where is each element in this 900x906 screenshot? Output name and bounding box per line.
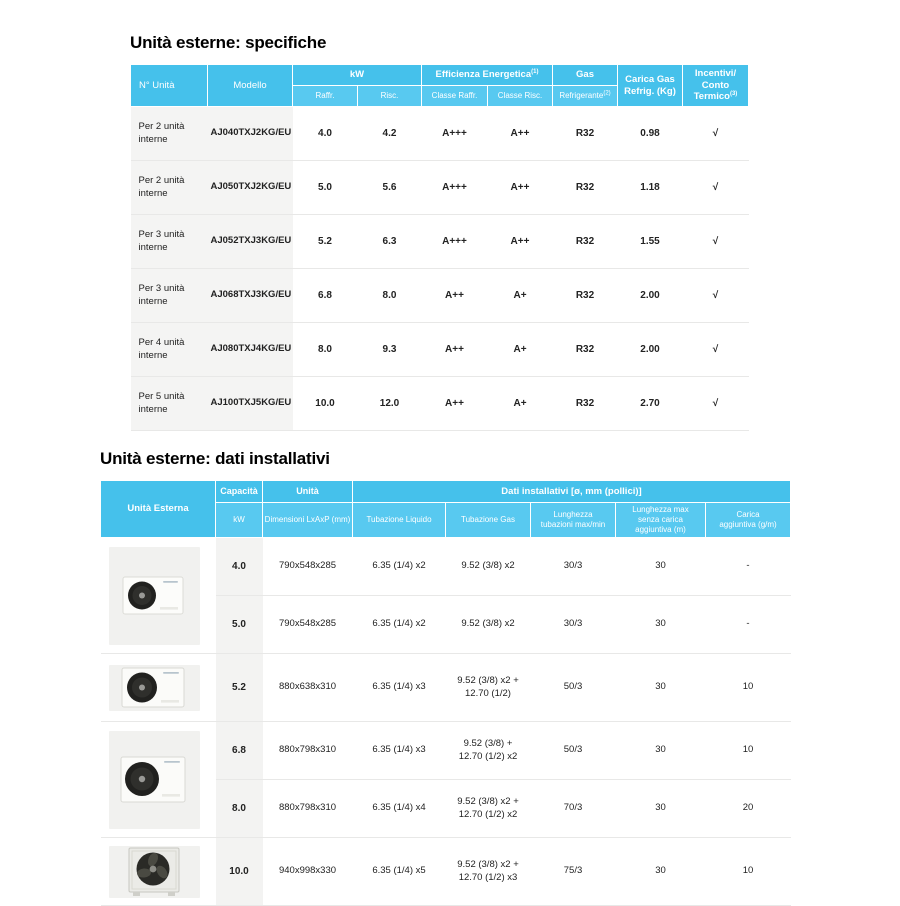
- header-incentivi: [683, 65, 749, 107]
- header-carica-line1: Carica Gas: [625, 73, 675, 85]
- cell-lunghezza-senza-carica: 30: [616, 654, 706, 722]
- cell-tubazione-liquido: 6.35 (1/4) x3: [353, 722, 446, 780]
- subheader-tubazione-liquido: Tubazione Liquido: [353, 503, 446, 538]
- outdoor-unit-small-icon: [122, 573, 186, 619]
- outdoor-unit-medium-photo: [109, 665, 200, 711]
- cell-lunghezza-senza-carica: 30: [655, 560, 666, 572]
- cell-carica-aggiuntiva: 10: [706, 838, 791, 906]
- cell-classe-raff: A+++: [422, 161, 488, 215]
- cell-refrigerante: R32: [553, 215, 618, 269]
- cell-dimensioni: 880x638x310: [263, 654, 353, 722]
- cell-kw-raff: 5.0: [293, 161, 358, 215]
- cell-tubazione-liquido: 6.35 (1/4) x4: [353, 780, 446, 838]
- cell-carica-aggiuntiva: 10: [706, 654, 791, 722]
- header-modello: Modello: [208, 65, 293, 107]
- outdoor-unit-photo-cell: [101, 838, 216, 906]
- cell-n-unita: Per 2 unità interne: [131, 107, 208, 161]
- cell-classe-risc: A++: [488, 215, 553, 269]
- cell-lunghezza-max-min: 75/3: [531, 838, 616, 906]
- header-gas: Gas: [553, 65, 618, 86]
- cell-carica-aggiuntiva: -: [746, 560, 750, 572]
- cell-lunghezza-senza-carica: 30: [616, 596, 706, 654]
- install-row: [101, 538, 791, 596]
- cell-modello: AJ068TXJ3KG/EU: [208, 269, 293, 323]
- subheader-carica-aggiuntiva: Carica aggiuntiva (g/m): [706, 503, 791, 538]
- outdoor-unit-medium-icon: [121, 665, 187, 711]
- install-table: [100, 480, 791, 906]
- cell-classe-raff: A+++: [442, 127, 467, 139]
- outdoor-unit-small-photo: [109, 547, 200, 645]
- cell-kw-risc: 6.3: [358, 215, 422, 269]
- cell-classe-risc: A++: [510, 127, 530, 139]
- section-dati-installativi: [100, 449, 790, 906]
- refrigerante-label: Refrigerante: [559, 91, 604, 100]
- cell-refrigerante: R32: [553, 377, 618, 431]
- cell-classe-raff: A+++: [422, 215, 488, 269]
- cell-n-unita: Per 2 unità interne: [131, 161, 208, 215]
- cell-carica-aggiuntiva: 20: [706, 780, 791, 838]
- cell-modello: AJ040TXJ2KG/EU: [208, 107, 293, 161]
- section-specifiche: [130, 33, 748, 431]
- cell-tubazione-gas: 9.52 (3/8) x2 + 12.70 (1/2) x3: [446, 838, 531, 906]
- header-carica-line2: Refrig. (Kg): [624, 85, 676, 97]
- cell-carica-aggiuntiva: 10: [706, 722, 791, 780]
- footnote-marker-2: (2): [603, 90, 611, 97]
- cell-lunghezza-max-min: 50/3: [531, 722, 616, 780]
- cell-incentivi-check: √: [683, 323, 749, 377]
- cell-kw-raff: 6.8: [293, 269, 358, 323]
- cell-kw-risc: 8.0: [358, 269, 422, 323]
- cell-capacita: 5.2: [216, 654, 263, 722]
- subheader-raff: Raffr.: [293, 86, 358, 107]
- cell-classe-risc: A+: [488, 269, 553, 323]
- header-dati-installativi-group: Dati installativi [ø, mm (pollici)]: [353, 481, 791, 503]
- cell-capacita: 8.0: [216, 780, 263, 838]
- header-kw: kW: [293, 65, 422, 86]
- install-row: [101, 838, 791, 906]
- cell-tubazione-gas: 9.52 (3/8) x2: [461, 560, 515, 572]
- install-row: [101, 654, 791, 722]
- cell-incentivi-check: √: [712, 127, 719, 139]
- header-incentivi-line2-wrap: [685, 80, 746, 104]
- cell-incentivi-check: √: [683, 377, 749, 431]
- cell-dimensioni: 790x548x285: [278, 560, 337, 572]
- cell-modello: AJ050TXJ2KG/EU: [208, 161, 293, 215]
- cell-capacita: 6.8: [216, 722, 263, 780]
- header-unita: Unità: [263, 481, 353, 503]
- footnote-marker-3: (3): [729, 91, 738, 98]
- cell-incentivi-check: √: [683, 269, 749, 323]
- cell-kw-raff: 4.0: [318, 127, 332, 139]
- cell-carica-aggiuntiva: -: [706, 596, 791, 654]
- subheader-tubazione-gas: Tubazione Gas: [446, 503, 531, 538]
- cell-classe-raff: A++: [422, 269, 488, 323]
- cell-kw-risc: 12.0: [358, 377, 422, 431]
- section-title-dati-installativi: Unità esterne: dati installativi: [100, 449, 330, 468]
- cell-dimensioni: 880x798x310: [263, 780, 353, 838]
- header-n-unita: N° Unità: [131, 65, 208, 107]
- outdoor-unit-photo-cell: [101, 654, 216, 722]
- cell-classe-risc: A+: [488, 323, 553, 377]
- cell-tubazione-gas: 9.52 (3/8) x2 + 12.70 (1/2) x2: [446, 780, 531, 838]
- subheader-lunghezza-tubazioni: Lunghezza tubazioni max/min: [531, 503, 616, 538]
- cell-carica-gas: 0.98: [640, 127, 660, 139]
- cell-kw-raff: 5.2: [293, 215, 358, 269]
- cell-lunghezza-max-min: 70/3: [531, 780, 616, 838]
- cell-modello: AJ080TXJ4KG/EU: [208, 323, 293, 377]
- cell-kw-raff: 8.0: [293, 323, 358, 377]
- cell-n-unita: Per 4 unità interne: [131, 323, 208, 377]
- outdoor-unit-xl-photo: [109, 846, 200, 898]
- subheader-classe-raff: Classe Raffr.: [422, 86, 488, 107]
- cell-carica-gas: 1.55: [618, 215, 683, 269]
- cell-kw-risc: 5.6: [358, 161, 422, 215]
- subheader-lunghezza-max: Lunghezza max senza carica aggiuntiva (m): [616, 503, 706, 538]
- outdoor-unit-photo-cell: [101, 722, 216, 838]
- cell-modello: AJ100TXJ5KG/EU: [208, 377, 293, 431]
- section-title-specifiche: Unità esterne: specifiche: [130, 33, 327, 52]
- cell-refrigerante: R32: [553, 323, 618, 377]
- subheader-refrigerante: [553, 86, 618, 107]
- cell-refrigerante: R32: [553, 269, 618, 323]
- subheader-dimensioni: Dimensioni LxAxP (mm): [263, 503, 353, 538]
- header-incentivi-line1: Incentivi/: [694, 67, 737, 79]
- cell-lunghezza-max-min: 30/3: [563, 560, 583, 572]
- cell-carica-gas: 2.00: [618, 323, 683, 377]
- outdoor-unit-photo-cell: [101, 538, 216, 654]
- outdoor-unit-large-icon: [120, 754, 188, 806]
- spec-row: [131, 269, 749, 323]
- cell-lunghezza-senza-carica: 30: [616, 722, 706, 780]
- header-efficienza-label: Efficienza Energetica: [435, 69, 532, 81]
- cell-classe-raff: A++: [422, 323, 488, 377]
- footnote-marker-1: (1): [531, 68, 539, 75]
- cell-kw-risc: 9.3: [358, 323, 422, 377]
- spec-row: [131, 323, 749, 377]
- cell-capacita: 5.0: [216, 596, 263, 654]
- cell-refrigerante: R32: [575, 127, 595, 139]
- cell-classe-risc: A+: [488, 377, 553, 431]
- header-unita-esterna: Unità Esterna: [101, 481, 216, 538]
- spec-row: [131, 377, 749, 431]
- cell-modello: AJ052TXJ3KG/EU: [208, 215, 293, 269]
- subheader-kw: kW: [216, 503, 263, 538]
- spec-row: [131, 215, 749, 269]
- cell-refrigerante: R32: [553, 161, 618, 215]
- cell-lunghezza-max-min: 30/3: [531, 596, 616, 654]
- cell-tubazione-gas: 9.52 (3/8) x2: [446, 596, 531, 654]
- cell-lunghezza-senza-carica: 30: [616, 780, 706, 838]
- install-row: [101, 722, 791, 780]
- cell-dimensioni: 940x998x330: [263, 838, 353, 906]
- outdoor-unit-large-photo: [109, 731, 200, 829]
- cell-classe-risc: A++: [488, 161, 553, 215]
- cell-dimensioni: 880x798x310: [263, 722, 353, 780]
- subheader-classe-risc: Classe Risc.: [488, 86, 553, 107]
- cell-n-unita: Per 3 unità interne: [131, 215, 208, 269]
- spec-row: [131, 161, 749, 215]
- spec-row: [131, 107, 749, 161]
- cell-lunghezza-max-min: 50/3: [531, 654, 616, 722]
- cell-lunghezza-senza-carica: 30: [616, 838, 706, 906]
- cell-incentivi-check: √: [683, 161, 749, 215]
- cell-capacita: 4.0: [216, 538, 263, 596]
- cell-tubazione-liquido: 6.35 (1/4) x3: [353, 654, 446, 722]
- header-efficienza-energetica: [422, 65, 553, 86]
- cell-tubazione-gas: 9.52 (3/8) + 12.70 (1/2) x2: [446, 722, 531, 780]
- header-capacita: Capacità: [216, 481, 263, 503]
- cell-carica-gas: 2.70: [618, 377, 683, 431]
- header-carica-gas: [618, 65, 683, 107]
- outdoor-unit-xl-icon: [126, 846, 182, 898]
- cell-kw-raff: 10.0: [293, 377, 358, 431]
- subheader-risc: Risc.: [358, 86, 422, 107]
- header-incentivi-line2: Conto Termico: [693, 79, 730, 103]
- cell-kw-risc: 4.2: [382, 127, 397, 139]
- cell-tubazione-liquido: 6.35 (1/4) x2: [353, 596, 446, 654]
- cell-tubazione-liquido: 6.35 (1/4) x2: [372, 560, 426, 572]
- cell-capacita: 10.0: [216, 838, 263, 906]
- cell-carica-gas: 2.00: [618, 269, 683, 323]
- cell-classe-raff: A++: [422, 377, 488, 431]
- cell-tubazione-liquido: 6.35 (1/4) x5: [353, 838, 446, 906]
- cell-n-unita: Per 3 unità interne: [131, 269, 208, 323]
- cell-dimensioni: 790x548x285: [263, 596, 353, 654]
- cell-tubazione-gas: 9.52 (3/8) x2 + 12.70 (1/2): [446, 654, 531, 722]
- cell-carica-gas: 1.18: [618, 161, 683, 215]
- cell-n-unita: Per 5 unità interne: [131, 377, 208, 431]
- cell-incentivi-check: √: [683, 215, 749, 269]
- specs-table: [130, 64, 749, 431]
